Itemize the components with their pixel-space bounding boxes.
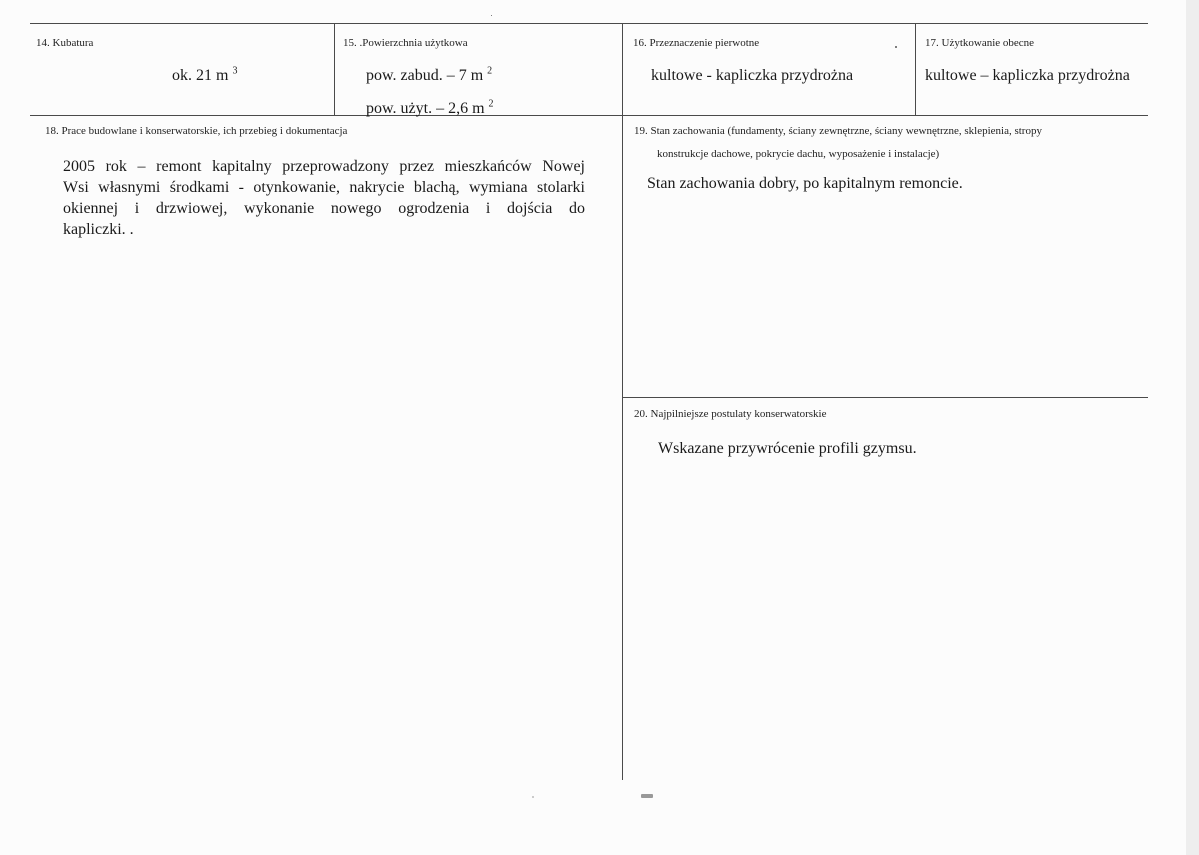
field-18-label: 18. Prace budowlane i konserwatorskie, ich przebieg i dokumentacja (45, 125, 348, 137)
field-17-value: kultowe – kapliczka przydrożna (925, 67, 1130, 84)
field-19-value: Stan zachowania dobry, po kapitalnym remoncie. (647, 175, 963, 192)
field-14-value-sup: 3 (232, 65, 238, 77)
field-18-line: Wsi własnymi środkami - otynkowanie, nakrycie blachą, wymiana stolarki (63, 179, 585, 196)
field-17-label: 17. Użytkowanie obecne (925, 37, 1035, 49)
field-15-label: 15. .Powierzchnia użytkowa (343, 37, 468, 49)
field-15-line1-text: pow. zabud. – 7 m (366, 67, 484, 84)
scan-edge (1186, 0, 1199, 855)
field-18-line: 2005 rok – remont kapitalny przeprowadzony przez mieszkańców Nowej (63, 158, 585, 175)
row-divider (30, 115, 1148, 116)
field-15-line2-sup: 2 (488, 98, 494, 110)
field-16-value: kultowe - kapliczka przydrożna (651, 67, 854, 84)
field-18-line: kapliczki. . (63, 221, 134, 238)
col-divider-14-15 (334, 23, 335, 115)
field-15-line1-sup: 2 (487, 65, 493, 77)
section-20-divider (623, 397, 1148, 398)
col-divider-16-17 (915, 23, 916, 115)
field-19-label-line2: konstrukcje dachowe, pokrycie dachu, wyposażenie i instalacje) (657, 148, 940, 160)
col-divider-15-16 (622, 23, 623, 780)
field-15-line2-text: pow. użyt. – 2,6 m (366, 100, 485, 117)
field-20-label: 20. Najpilniejsze postulaty konserwatorskie (634, 408, 827, 420)
field-14-value-text: ok. 21 m (172, 67, 229, 84)
field-20-value: Wskazane przywrócenie profili gzymsu. (658, 440, 917, 457)
scan-speck (532, 796, 534, 798)
field-14-value (172, 66, 237, 86)
field-15-line2 (366, 99, 494, 119)
field-18-text (63, 156, 585, 240)
field-18-line: okiennej i drzwiowej, wykonanie nowego ogrodzenia i dojścia do (63, 200, 585, 217)
top-border (30, 23, 1148, 24)
scan-speck (491, 15, 492, 16)
field-19-label-line1: 19. Stan zachowania (fundamenty, ściany zewnętrzne, ściany wewnętrzne, sklepienia, stropy (634, 125, 1042, 137)
scan-speck (895, 46, 897, 48)
field-14-label: 14. Kubatura (36, 37, 94, 49)
field-16-label: 16. Przeznaczenie pierwotne (633, 37, 760, 49)
field-15-line1 (366, 66, 492, 86)
scan-speck (641, 794, 653, 798)
